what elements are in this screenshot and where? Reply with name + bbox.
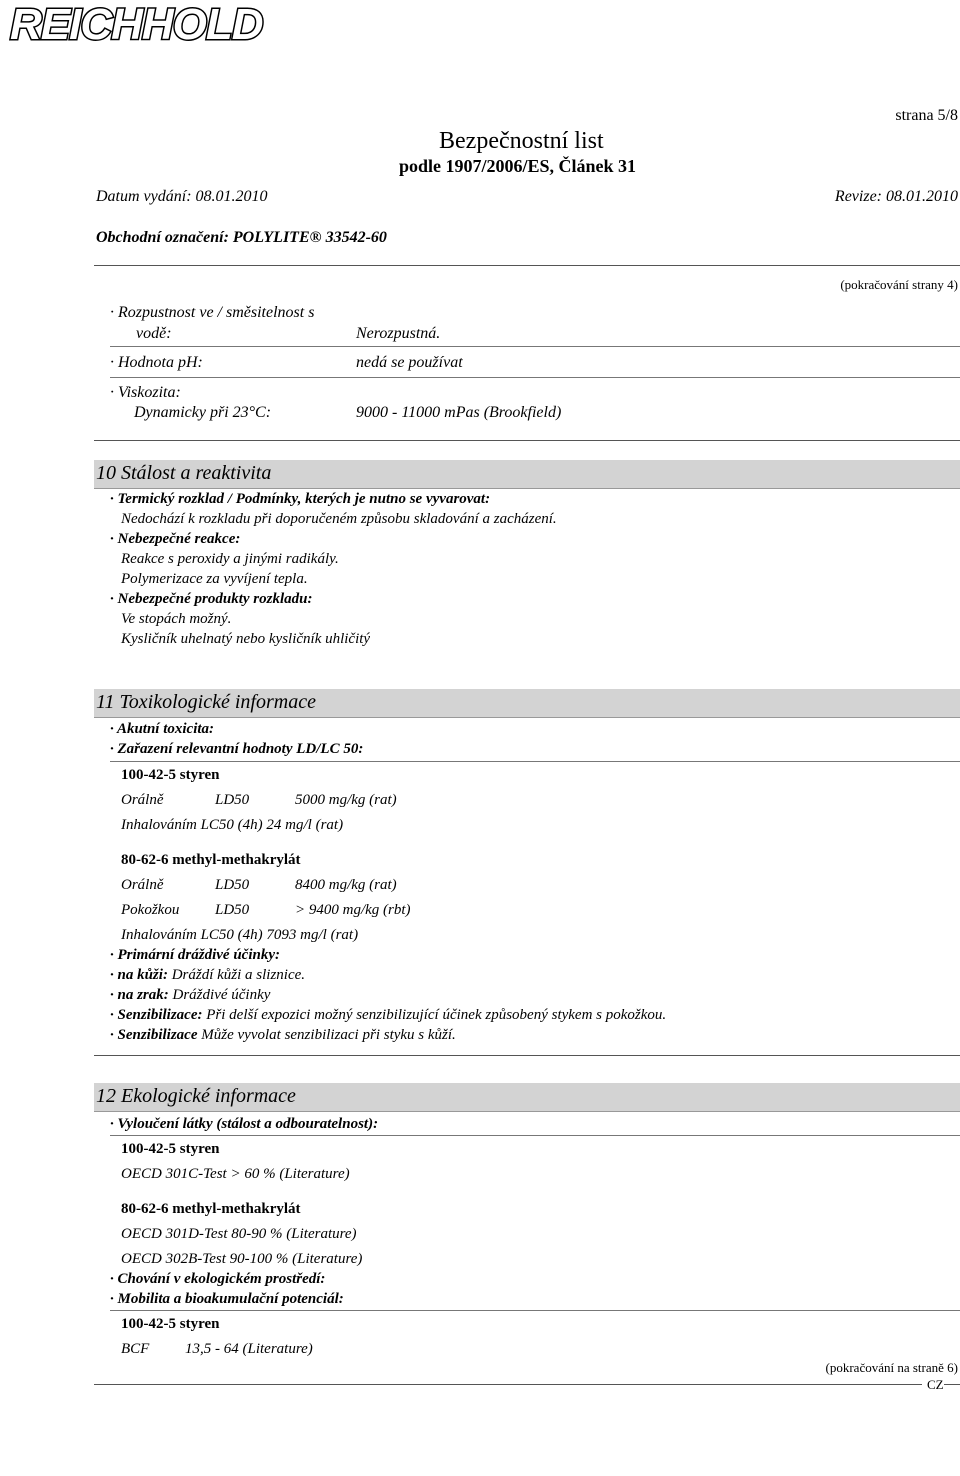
decomposition-products-label: · Nebezpečné produkty rozkladu: [110, 591, 313, 607]
row-divider [110, 761, 960, 762]
tox-inhalation: Inhalováním LC50 (4h) 7093 mg/l (rat) [121, 927, 359, 943]
hazardous-reactions-text-1: Reakce s peroxidy a jinými radikály. [121, 551, 339, 567]
row-divider [110, 1135, 960, 1136]
bcf-label: BCF [121, 1341, 150, 1357]
solubility-label: · Rozpustnost ve / směsitelnost s [110, 304, 315, 321]
sensitization-line-1 [110, 1007, 666, 1024]
section-divider [94, 1055, 960, 1056]
behaviour-label: · Chování v ekologickém prostředí: [110, 1271, 326, 1287]
section-10-title: 10 Stálost a reaktivita [96, 462, 272, 484]
footer-divider-left [94, 1384, 922, 1385]
sensitization-value-2: Může vyvolat senzibilizaci při styku s kůží. [201, 1027, 456, 1043]
section-11-title: 11 Toxikologické informace [96, 691, 316, 713]
company-logo: REICHHOLD [10, 0, 263, 49]
tox-value: > 9400 mg/kg (rbt) [295, 902, 411, 918]
solubility-label-cont: vodě: [136, 325, 172, 342]
mobility-label: · Mobilita a bioakumulační potenciál: [110, 1291, 344, 1307]
skin-label: · na kůži: [110, 967, 168, 983]
viscosity-label: · Viskozita: [110, 384, 181, 401]
eye-label: · na zrak: [110, 987, 169, 1003]
acute-toxicity-label: · Akutní toxicita: [110, 721, 215, 737]
skin-line [110, 967, 305, 984]
header-divider [94, 265, 960, 266]
issue-date: Datum vydání: 08.01.2010 [96, 188, 268, 205]
sensitization-value-1: Při delší expozici možný senzibilizující účinek způsobený stykem s pokožkou. [206, 1007, 667, 1023]
substance-mma: 80-62-6 methyl-methakrylát [121, 852, 301, 868]
ph-value: nedá se používat [356, 354, 463, 371]
tox-inhalation: Inhalováním LC50 (4h) 24 mg/l (rat) [121, 817, 344, 833]
tox-route: Pokožkou [121, 902, 180, 918]
row-divider [110, 377, 960, 378]
sensitization-label-2: · Senzibilizace [110, 1027, 198, 1043]
tox-type: LD50 [215, 902, 250, 918]
footer-divider-right [944, 1384, 960, 1385]
revision-date: Revize: 08.01.2010 [834, 188, 958, 205]
tox-type: LD50 [215, 877, 250, 893]
substance-mma: 80-62-6 methyl-methakrylát [121, 1201, 301, 1217]
section-divider [94, 440, 960, 441]
substance-styrene: 100-42-5 styren [121, 767, 220, 783]
thermal-decomposition-label: · Termický rozklad / Podmínky, kterých je nutno se vyvarovat: [110, 491, 491, 507]
section-12-title: 12 Ekologické informace [96, 1085, 296, 1107]
language-code: CZ [927, 1377, 944, 1392]
section-10-header [94, 460, 960, 489]
sensitization-label-1: · Senzibilizace: [110, 1007, 203, 1023]
dynamic-viscosity-value: 9000 - 11000 mPas (Brookfield) [356, 404, 562, 421]
ph-label: · Hodnota pH: [110, 354, 203, 371]
tox-route: Orálně [121, 877, 164, 893]
tox-type: LD50 [215, 792, 250, 808]
decomposition-products-text-2: Kysličník uhelnatý nebo kysličník uhličitý [121, 631, 371, 647]
continued-on: (pokračování na straně 6) [825, 1360, 958, 1375]
row-divider [110, 346, 960, 347]
ld-lc50-label: · Zařazení relevantní hodnoty LD/LC 50: [110, 741, 364, 757]
substance-styrene: 100-42-5 styren [121, 1316, 220, 1332]
thermal-decomposition-text: Nedochází k rozkladu při doporučeném způsobu skladování a zacházení. [121, 511, 557, 527]
hazardous-reactions-label: · Nebezpečné reakce: [110, 531, 241, 547]
oecd-line: OECD 301D-Test 80-90 % (Literature) [121, 1226, 357, 1242]
oecd-line: OECD 301C-Test > 60 % (Literature) [121, 1166, 350, 1182]
eye-line [110, 987, 270, 1004]
document-title: Bezpečnostní list [439, 128, 604, 154]
continued-from: (pokračování strany 4) [840, 277, 958, 292]
solubility-value: Nerozpustná. [356, 325, 441, 342]
elimination-label: · Vyloučení látky (stálost a odbouratelnost): [110, 1116, 379, 1132]
primary-irritation-label: · Primární dráždivé účinky: [110, 947, 281, 963]
bcf-value: 13,5 - 64 (Literature) [185, 1341, 313, 1357]
tox-value: 8400 mg/kg (rat) [295, 877, 397, 893]
sensitization-line-2 [110, 1027, 456, 1044]
row-divider [110, 1310, 960, 1311]
trade-name: Obchodní označení: POLYLITE® 33542-60 [96, 229, 387, 246]
section-12-header [94, 1083, 960, 1112]
skin-value: Dráždí kůži a sliznice. [171, 967, 306, 983]
tox-route: Orálně [121, 792, 164, 808]
oecd-line: OECD 302B-Test 90-100 % (Literature) [121, 1251, 363, 1267]
substance-styrene: 100-42-5 styren [121, 1141, 220, 1157]
decomposition-products-text-1: Ve stopách možný. [121, 611, 232, 627]
dynamic-viscosity-label: Dynamicky při 23°C: [134, 404, 272, 421]
document-subtitle: podle 1907/2006/ES, Článek 31 [399, 156, 637, 176]
page-number: strana 5/8 [895, 107, 958, 124]
eye-value: Dráždivé účinky [172, 987, 271, 1003]
section-11-header [94, 689, 960, 718]
tox-value: 5000 mg/kg (rat) [295, 792, 397, 808]
hazardous-reactions-text-2: Polymerizace za vyvíjení tepla. [121, 571, 308, 587]
